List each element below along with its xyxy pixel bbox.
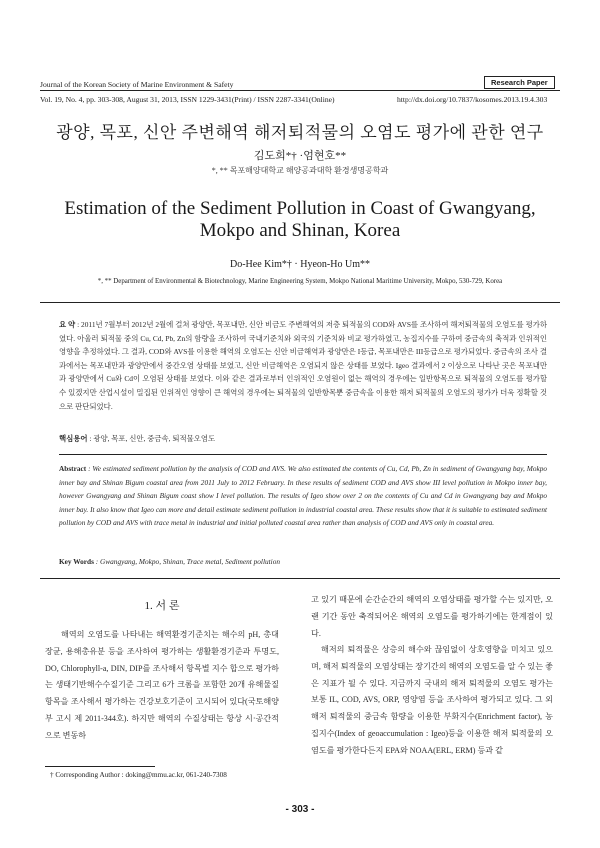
- title-rule: [40, 302, 560, 303]
- article-type-badge: Research Paper: [484, 76, 555, 89]
- left-column-paragraph: 해역의 오염도를 나타내는 해역환경기준치는 해수의 pH, 총대장균, 용해총유분 등을 조사하여 평가하는 생활환경기준과 투명도, DO, Chlorophyll-a, DIN, DIP를 조사해서 항목별 지수 합으로 평가하는 생태기반해수수질기준 그리고 6가 크롬을 포함한 20개 유해물질 항목을 조사해서 평가하는 건강보호기준이 고시되어 있다(국토해양부 고시 제 2011-344호). 하지만 해역의 수질상태는 항상 시·공간적으로 변동하: [45, 630, 279, 740]
- doi-link[interactable]: http://dx.doi.org/10.7837/kosomes.2013.19.4.303: [397, 95, 548, 104]
- korean-title: 광양, 목포, 신안 주변해역 해저퇴적물의 오염도 평가에 관한 연구: [56, 123, 544, 142]
- header-rule: [40, 90, 560, 91]
- section-heading-introduction: 1. 서 론: [144, 600, 180, 612]
- korean-abstract-label: 요 약: [59, 320, 76, 329]
- english-abstract-text: : We estimated sediment pollution by the analysis of COD and AVS. We also estimated the contents of Cu, Cd, Pb, Zn in sediment of Gwangyang bay, Mokpo inner bay and Shinan Bigum coastal area from 2011 July to 2012 February. In these results of sediment COD and AVS show III level pollution in Mokpo inner bay, however Gwangyang and Shinan Bigum coast show I level pollution. The results of Igeo show over 2 on the contents of Cu and Cd in Gwangyang bay and Mokpo inner bay. It also know that Igeo can more and detail estimate sediment pollution in industrial coastal area. These results show that it is suitable to estimated sediment pollution by COD and AVS with trace metal in industrial and initial polluted coastal area rather than analysis of COD and AVS only in coastal area.: [59, 464, 548, 528]
- english-abstract: [59, 462, 547, 530]
- english-keywords-label: Key Words: [59, 557, 94, 566]
- english-authors: Do-Hee Kim*† · Hyeon-Ho Um**: [230, 259, 370, 270]
- english-title-line1: Estimation of the Sediment Pollution in Coast of Gwangyang,: [64, 198, 536, 219]
- english-abstract-label: Abstract: [59, 464, 87, 473]
- body-rule: [40, 578, 560, 579]
- abstract-divider: [59, 454, 547, 455]
- korean-abstract: [59, 318, 547, 413]
- korean-keywords-label: 핵심용어: [59, 434, 88, 443]
- journal-volume: Vol. 19, No. 4, pp. 303-308, August 31, 2013, ISSN 1229-3431(Print) / ISSN 2287-3341(Online): [40, 95, 335, 104]
- korean-keywords-text: : 광양, 목포, 신안, 중금속, 퇴적물오염도: [89, 434, 216, 443]
- korean-keywords: [59, 432, 547, 446]
- korean-authors: 김도희*† ·엄현호**: [253, 150, 347, 162]
- journal-name: Journal of the Korean Society of Marine Environment & Safety: [40, 80, 234, 89]
- right-column-paragraph-1: 고 있기 때문에 순간순간의 해역의 오염상태를 평가할 수는 있지만, 오랜 기간 동안 축적되어온 해역의 오염도를 평가하기에는 한계점이 있다.: [311, 595, 553, 638]
- english-affiliation: *, ** Department of Environmental & Biotechnology, Marine Engineering System, Mokpo National Maritime University, Mokpo, 530-729, Korea: [97, 278, 503, 285]
- right-column-paragraph-2: 해저의 퇴적물은 상층의 해수와 끊임없이 상호영향을 미치고 있으며, 해저 퇴적물의 오염상태는 장기간의 해역의 오염도를 알 수 있는 좋은 지표가 될 수 있다. 지금까지 국내의 해저 퇴적물의 오염도 평가는 보통 IL, COD, AVS, ORP, 영양염 등을 조사하여 평가되고 있다. 그 외 해저 퇴적물의 중금속 함량을 이용한 부화지수(Enrichment factor), 농집지수(Index of geoaccumulation : Igeo)등을 이용한 해저 퇴적물의 오염도를 평가한다든지 EPA와 NOAA(ERL, ERM) 등과 같: [311, 645, 553, 755]
- english-title-line2: Mokpo and Shinan, Korea: [199, 220, 401, 241]
- page-number: - 303 -: [285, 804, 315, 815]
- english-keywords: [59, 555, 547, 569]
- korean-abstract-text: : 2011년 7월부터 2012년 2월에 걸쳐 광양만, 목포내만, 신안 비금도 주변해역의 저층 퇴적물의 COD와 AVS를 조사하여 해저퇴적물의 오염도를 평가하였다. 아울러 퇴적물 중의 Cu, Cd, Pb, Zn의 함량을 조사하여 국내기준치와 외국의 기준치와 비교 평가하였고, 농집지수를 구하여 중금속의 축적과 인위적인 영향을 추정하였다. 그 결과, COD와 AVS를 이용한 해역의 오염도는 신안 비금해역과 광양만은 I등급, 목포내만은 III등급으로 평가되었다. 중금속의 조사 결과에서는 목포내만과 광양만에서 중간오염 상태를 보였고, 신안 비금해역은 오염되지 않은 상태를 보였다. Igeo 결과에서 2 이상으로 나타난 곳은 목포내만과 광양만에서 Cu와 Cd이 오염된 상태를 보였다. 이와 같은 결과로부터 인위적인 오염원이 없는 해역의 경우에는 일반항목으로 퇴적물의 오염도를 평가할 수 있겠지만 산업시설이 밀집된 인위적인 영향이 큰 해역의 경우에는 퇴적물의 일반항목뿐 중금속을 이용한 해저 퇴적물의 오염도의 평가가 더욱 정확할 것으로 판단되었다.: [59, 320, 547, 411]
- footnote-rule: [45, 766, 155, 767]
- korean-affiliation: *, ** 목포해양대학교 해양공과대학 환경생명공학과: [211, 166, 389, 175]
- corresponding-author-footnote: † Corresponding Author : doking@mmu.ac.kr, 061-240-7308: [50, 771, 227, 779]
- english-keywords-text: : Gwangyang, Mokpo, Shinan, Trace metal, Sediment pollution: [95, 557, 280, 566]
